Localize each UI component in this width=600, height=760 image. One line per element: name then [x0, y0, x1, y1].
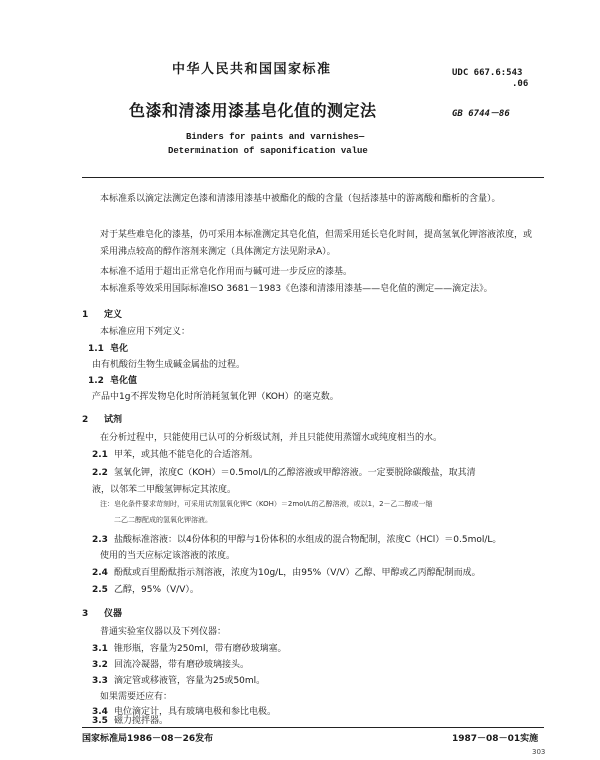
clause-3-3 [92, 673, 265, 686]
clause-number: 3.3 [92, 676, 108, 686]
clause-1-2-text: 产品中1g不挥发物皂化时所消耗氢氧化钾（KOH）的毫克数。 [92, 392, 339, 402]
udc-code-line2: .06 [512, 79, 529, 89]
udc-code-line1: UDC 667.6:543 [452, 68, 523, 78]
clause-text: 回流冷凝器，带有磨砂玻璃接头。 [114, 660, 250, 670]
clause-2-2-note-line2: 二乙二醇配成的氢氧化钾溶液。 [114, 516, 212, 524]
clause-2-3 [92, 532, 501, 545]
clause-number: 1.1 [88, 344, 104, 354]
clause-number: 2.2 [92, 468, 108, 478]
clause-title: 皂化值 [110, 376, 138, 386]
section-2-intro: 在分析过程中，只能使用已认可的分析级试剂，并且只能使用蒸馏水或纯度相当的水。 [100, 433, 443, 443]
section-3-heading [82, 606, 122, 619]
standard-header-title: 中华人民共和国国家标准 [172, 62, 332, 77]
section-number: 1 [82, 310, 89, 320]
clause-3-2 [92, 657, 249, 670]
clause-text: 氢氧化钾，浓度C（KOH）＝0.5mol/L的乙醇溶液或甲醇溶液。一定要脱除碳酸盐，取其清 [114, 468, 476, 478]
section-title: 仪器 [104, 609, 123, 619]
footer-divider [82, 727, 544, 728]
clause-title: 皂化 [110, 344, 129, 354]
clause-number: 1.2 [88, 376, 104, 386]
document-title: 色漆和清漆用漆基皂化值的测定法 [129, 101, 377, 120]
clause-text: 盐酸标准溶液：以4份体积的甲醇与1份体积的水组成的混合物配制，浓度C（HCl）＝0.5mol/L。 [114, 535, 502, 545]
section-2-heading [82, 412, 122, 425]
clause-1-2 [88, 373, 137, 386]
clause-text: 甲苯，或其他不能皂化的合适溶剂。 [114, 450, 259, 460]
intro-paragraph-2: 对于某些难皂化的漆基，仍可采用本标准测定其皂化值，但需采用延长皂化时间，提高氢氧化钾溶液浓度，或采用沸点较高的醇作溶剂来测定（具体测定方法见附录A）。 [100, 230, 533, 257]
english-title-line2: Determination of saponification value [168, 146, 368, 156]
clause-number: 3.5 [92, 716, 108, 726]
clause-2-5 [92, 582, 199, 595]
clause-2-2-note-line1: 注：皂化条件要求苛刻时，可采用试剂氢氧化钾C（KOH）＝2mol/L的乙醇溶液，或以1，2－乙二醇或一缩 [100, 500, 433, 508]
clause-text: 滴定管或移液管，容量为25或50ml。 [114, 676, 266, 686]
clause-2-4 [92, 565, 481, 578]
clause-number: 2.4 [92, 568, 108, 578]
section-3-extra: 如果需要还应有： [100, 692, 173, 702]
clause-2-1 [92, 447, 258, 460]
header-divider [82, 177, 544, 178]
effective-date: 1987－08－01实施 [452, 734, 539, 744]
clause-2-2-text-cont: 液，以邻苯二甲酸氢钾标定其浓度。 [92, 485, 237, 495]
clause-3-5 [92, 713, 168, 726]
clause-1-1-text: 由有机酸衍生物生成碱金属盐的过程。 [92, 360, 246, 370]
section-title: 定义 [104, 310, 123, 320]
clause-number: 3.2 [92, 660, 108, 670]
gb-number: GB 6744－86 [452, 109, 510, 119]
clause-text: 酚酞或百里酚酞指示剂溶液，浓度为10g/L，由95%（V/V）乙醇、甲醇或乙丙醇配制而成。 [114, 568, 481, 578]
clause-text: 锥形瓶，容量为250ml，带有磨砂玻璃塞。 [114, 644, 287, 654]
clause-2-2 [92, 465, 476, 478]
section-number: 2 [82, 415, 89, 425]
clause-3-1 [92, 641, 286, 654]
clause-number: 3.1 [92, 644, 108, 654]
clause-text: 乙醇，95%（V/V）。 [114, 585, 199, 595]
section-1-intro: 本标准应用下列定义： [100, 327, 191, 337]
clause-text: 电位滴定计，具有玻璃电极和参比电极。 [114, 707, 277, 717]
section-1-heading [82, 307, 122, 320]
clause-number: 2.3 [92, 535, 108, 545]
intro-paragraph-1: 本标准系以滴定法测定色漆和清漆用漆基中被酯化的酸的含量（包括漆基中的游离酸和酯析的含量）。 [100, 194, 501, 204]
section-title: 试剂 [104, 415, 123, 425]
english-title-line1: Binders for paints and varnishes— [186, 132, 365, 142]
section-3-intro: 普通实验室仪器以及下列仪器： [100, 627, 227, 637]
udc-code [452, 68, 528, 90]
page-number: 303 [532, 748, 546, 756]
intro-paragraph-3: 本标准不适用于超出正常皂化作用而与碱可进一步反应的漆基。 [100, 267, 353, 277]
intro-paragraph-4: 本标准系等效采用国际标准ISO 3681－1983《色漆和清漆用漆基——皂化值的测定——滴定法》。 [100, 284, 493, 294]
clause-number: 2.5 [92, 585, 108, 595]
clause-number: 3.4 [92, 707, 108, 717]
issue-date: 国家标准局1986－08－26发布 [82, 734, 214, 744]
clause-text: 磁力搅拌器。 [114, 716, 169, 726]
clause-1-1 [88, 341, 128, 354]
clause-2-3-text-cont: 使用的当天应标定该溶液的浓度。 [100, 551, 236, 561]
section-number: 3 [82, 609, 89, 619]
clause-number: 2.1 [92, 450, 108, 460]
